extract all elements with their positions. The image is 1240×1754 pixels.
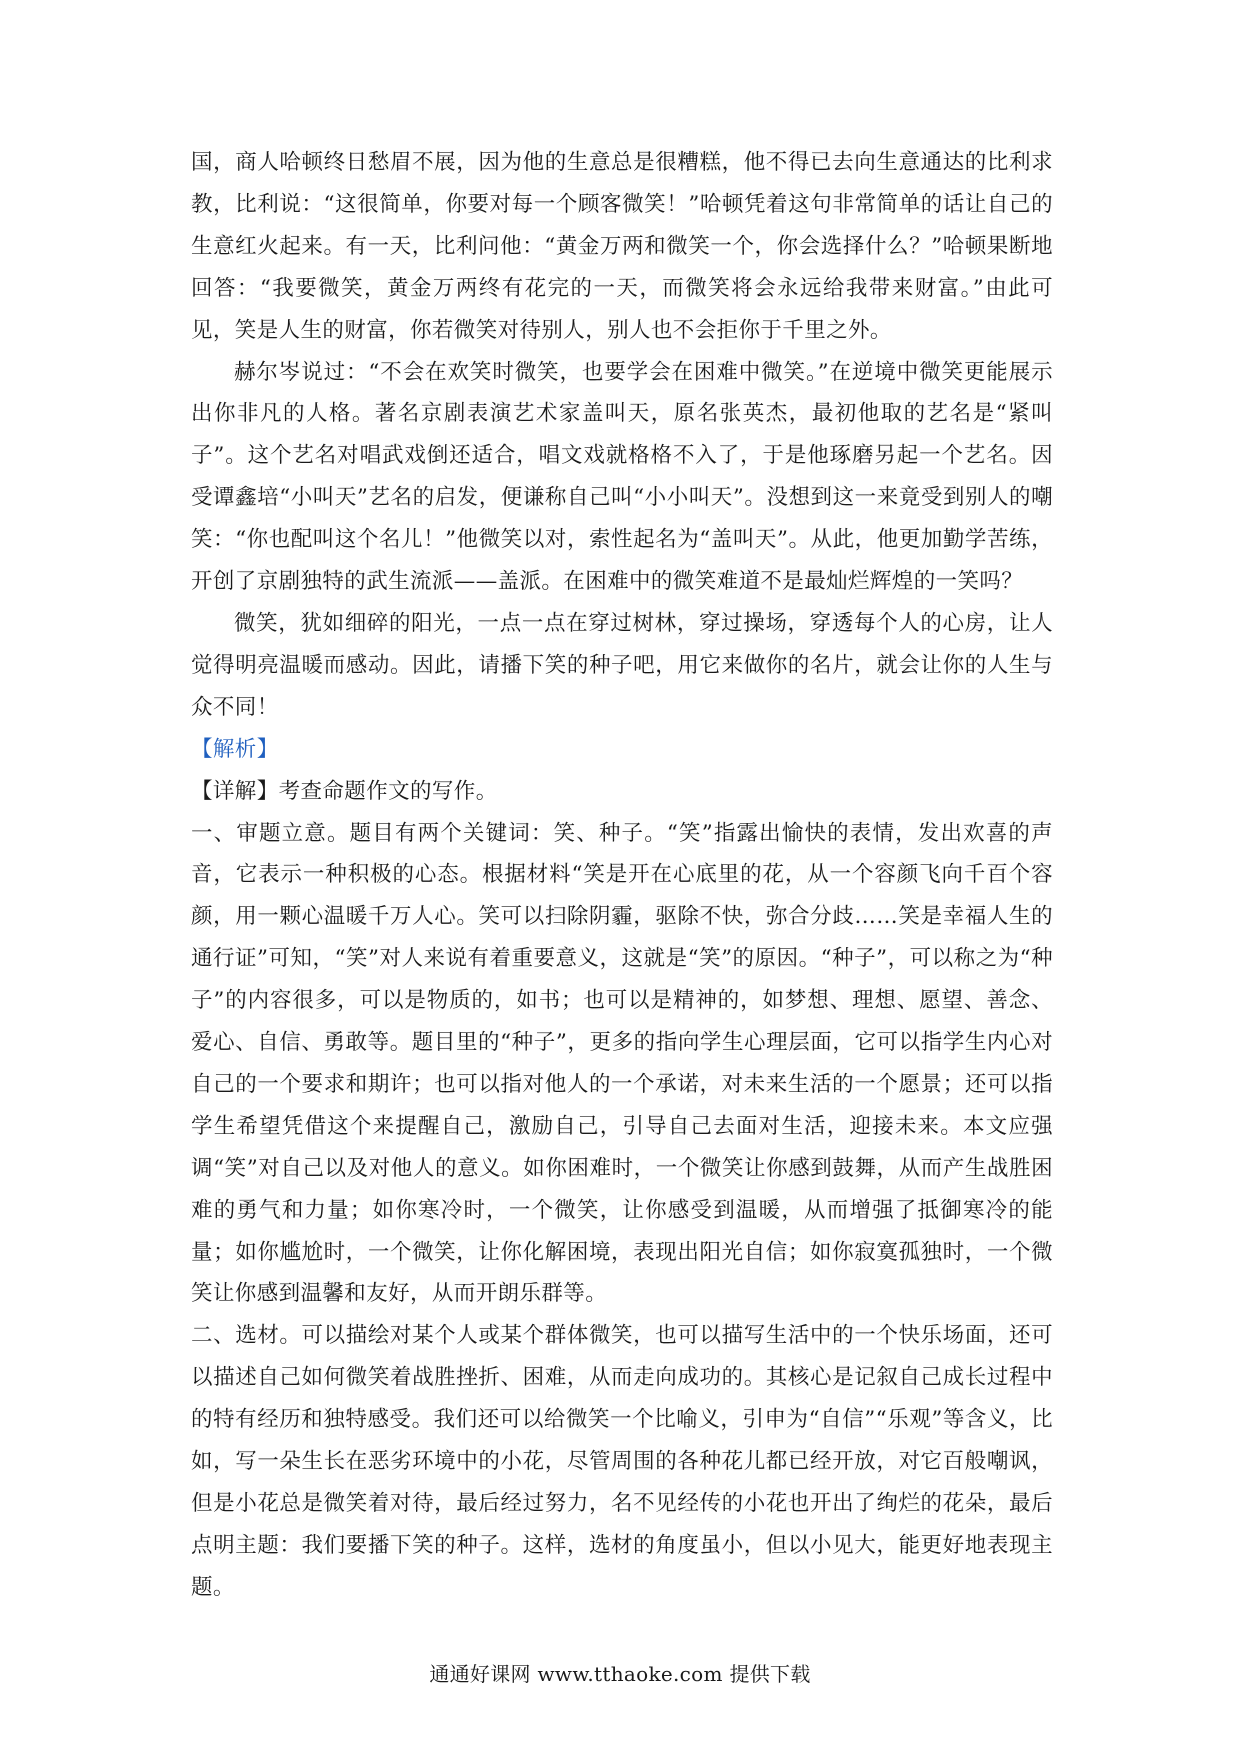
paragraph-story-gaijiaotian: 赫尔岑说过：“不会在欢笑时微笑，也要学会在困难中微笑。”在逆境中微笑更能展示出你非凡的人格。著名京剧表演艺术家盖叫天，原名张英杰，最初他取的艺名是“紧叫子”。这个艺名对唱武戏倒还适合，唱文戏就格格不入了，于是他琢磨另起一个艺名。因受谭鑫培“小叫天”艺名的启发，便谦称自己叫“小小叫天”。没想到这一来竟受到别人的嘲笑：“你也配叫这个名儿！”他微笑以对，索性起名为“盖叫天”。从此，他更加勤学苦练，开创了京剧独特的武生流派——盖派。在困难中的微笑难道不是最灿烂辉煌的一笑吗？ [191,359,1053,595]
detail-heading: 【详解】考查命题作文的写作。 [191,778,498,804]
section-topic-analysis: 一、审题立意。题目有两个关键词：笑、种子。“笑”指露出愉快的表情，发出欢喜的声音，它表示一种积极的心态。根据材料“笑是开在心底里的花，从一个容颜飞向千百个容颜，用一颗心温暖千万人心。笑可以扫除阴霾，驱除不快，弥合分歧……笑是幸福人生的通行证”可知，“笑”对人来说有着重要意义，这就是“笑”的原因。“种子”，可以称之为“种子”的内容很多，可以是物质的，如书；也可以是精神的，如梦想、理想、愿望、善念、爱心、自信、勇敢等。题目里的“种子”，更多的指向学生心理层面，它可以指学生内心对自己的一个要求和期许；也可以指对他人的一个承诺，对未来生活的一个愿景；还可以指学生希望凭借这个来提醒自己，激励自己，引导自己去面对生活，迎接未来。本文应强调“笑”对自己以及对他人的意义。如你困难时，一个微笑让你感到鼓舞，从而产生战胜困难的勇气和力量；如你寒冷时，一个微笑，让你感受到温暖，从而增强了抵御寒冷的能量；如你尴尬时，一个微笑，让你化解困境，表现出阳光自信；如你寂寞孤独时，一个微笑让你感到温馨和友好，从而开朗乐群等。 [191,820,1053,1307]
paragraph-story-harton: 国，商人哈顿终日愁眉不展，因为他的生意总是很糟糕，他不得已去向生意通达的比利求教，比利说：“这很简单，你要对每一个顾客微笑！”哈顿凭着这句非常简单的话让自己的生意红火起来。有一天，比利问他：“黄金万两和微笑一个，你会选择什么？”哈顿果断地回答：“我要微笑，黄金万两终有花完的一天，而微笑将会永远给我带来财富。”由此可见，笑是人生的财富，你若微笑对待别人，别人也不会拒你于千里之外。 [191,150,1053,343]
analysis-heading: 【解析】 [191,736,279,762]
section-material-selection: 二、选材。可以描绘对某个人或某个群体微笑，也可以描写生活中的一个快乐场面，还可以描述自己如何微笑着战胜挫折、困难，从而走向成功的。其核心是记叙自己成长过程中的特有经历和独特感受。我们还可以给微笑一个比喻义，引申为“自信”“乐观”等含义，比如，写一朵生长在恶劣环境中的小花，尽管周围的各种花儿都已经开放，对它百般嘲讽，但是小花总是微笑着对待，最后经过努力，名不见经传的小花也开出了绚烂的花朵，最后点明主题：我们要播下笑的种子。这样，选材的角度虽小，但以小见大，能更好地表现主题。 [191,1323,1053,1600]
paragraph-conclusion: 微笑，犹如细碎的阳光，一点一点在穿过树林，穿过操场，穿透每个人的心房，让人觉得明亮温暖而感动。因此，请播下笑的种子吧，用它来做你的名片，就会让你的人生与众不同！ [191,610,1053,720]
page-footer: 通通好课网 www.tthaoke.com 提供下载 [429,1662,811,1686]
document-body [191,142,1053,1609]
